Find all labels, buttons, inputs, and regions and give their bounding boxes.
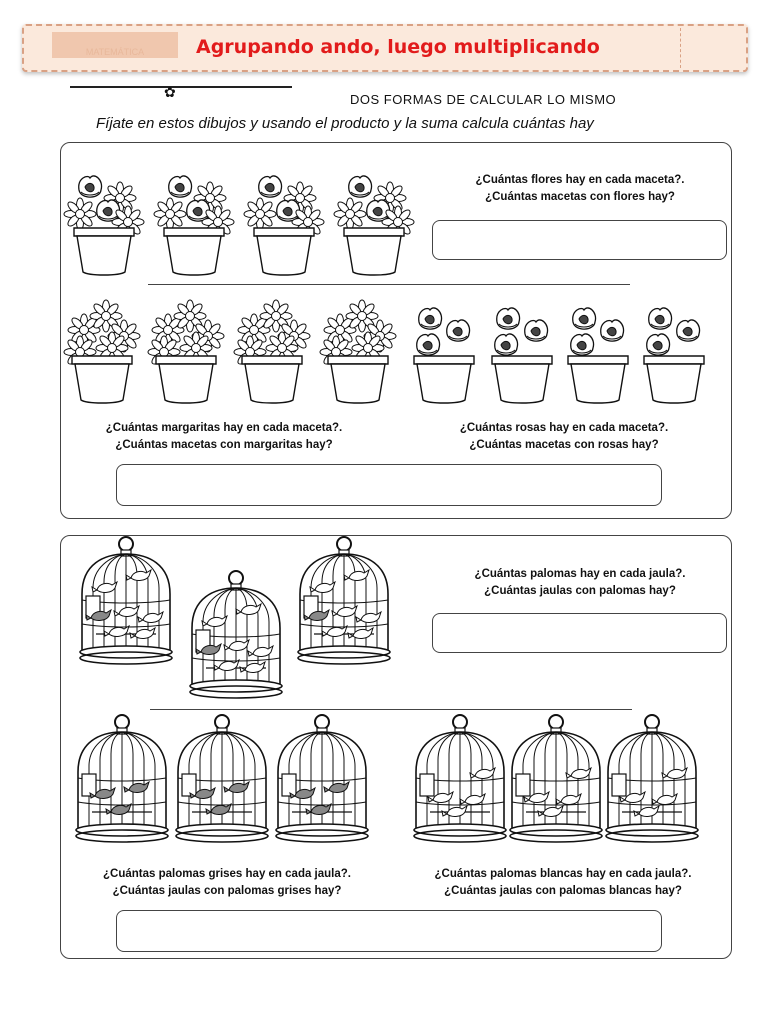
flower-pot-icon [334, 176, 414, 275]
flower-pot-icon [320, 300, 396, 403]
grey-and-white-cages-group [70, 714, 710, 854]
question-flowers [440, 172, 720, 206]
header-banner [22, 24, 748, 72]
question-line: ¿Cuántas margaritas hay en cada maceta?. [105, 422, 343, 434]
worksheet-subtitle: DOS FORMAS DE CALCULAR LO MISMO [350, 92, 617, 107]
section-divider [148, 284, 630, 285]
answer-box-doves[interactable] [432, 613, 727, 653]
header-rule [70, 86, 292, 88]
bird-cage-icon [414, 715, 506, 842]
question-line: ¿Cuántas flores hay en cada maceta?. [475, 174, 685, 186]
bird-cage-icon [510, 715, 602, 842]
flower-pot-icon [154, 176, 234, 275]
mixed-flower-pots-group [60, 142, 440, 282]
question-doves [440, 566, 720, 600]
question-daisies [64, 420, 384, 454]
worksheet-instruction: Fíjate en estos dibujos y usando el producto y la suma calcula cuántas hay [96, 115, 594, 132]
bird-cage-icon [606, 715, 698, 842]
bird-cage-icon [80, 537, 172, 664]
bird-cage-icon [76, 715, 168, 842]
question-line: ¿Cuántas palomas blancas hay en cada jaula?. [434, 868, 692, 880]
banner-divider [680, 28, 681, 68]
page-title: Agrupando ando, luego multiplicando [196, 36, 600, 58]
subject-tag: MATEMÁTICA [52, 32, 178, 58]
question-line: ¿Cuántas jaulas con palomas grises hay? [112, 885, 342, 897]
question-line: ¿Cuántas jaulas con palomas blancas hay? [444, 885, 682, 897]
answer-box-daisies-roses[interactable] [116, 464, 662, 506]
answer-box-flowers[interactable] [432, 220, 727, 260]
bird-cage-icon [276, 715, 368, 842]
question-line: ¿Cuántas jaulas con palomas hay? [484, 585, 676, 597]
flower-pot-icon [492, 308, 552, 403]
flower-pot-icon [244, 176, 324, 275]
question-line: ¿Cuántas rosas hay en cada maceta?. [459, 422, 669, 434]
flower-pot-icon [148, 300, 224, 403]
question-grey-doves [62, 866, 392, 900]
bird-cage-icon [176, 715, 268, 842]
flower-pot-icon [234, 300, 310, 403]
flower-pot-icon [64, 176, 144, 275]
bird-cage-icon [298, 537, 390, 664]
flower-pot-icon [64, 300, 140, 403]
question-roses [414, 420, 714, 454]
daisy-and-rose-pots-group [60, 290, 720, 415]
flower-pot-icon [414, 308, 474, 403]
flower-pot-icon [568, 308, 628, 403]
flower-pot-icon [644, 308, 704, 403]
question-line: ¿Cuántas macetas con margaritas hay? [115, 439, 333, 451]
question-line: ¿Cuántas palomas hay en cada jaula?. [474, 568, 686, 580]
section-divider [150, 709, 632, 710]
question-line: ¿Cuántas macetas con rosas hay? [469, 439, 659, 451]
question-line: ¿Cuántas macetas con flores hay? [485, 191, 675, 203]
question-line: ¿Cuántas palomas grises hay en cada jaula?. [103, 868, 351, 880]
dove-cages-group [70, 536, 400, 706]
bird-cage-icon [190, 571, 282, 698]
answer-box-grey-white[interactable] [116, 910, 662, 952]
question-white-doves [398, 866, 728, 900]
ornament-icon: ✿ [164, 84, 176, 100]
